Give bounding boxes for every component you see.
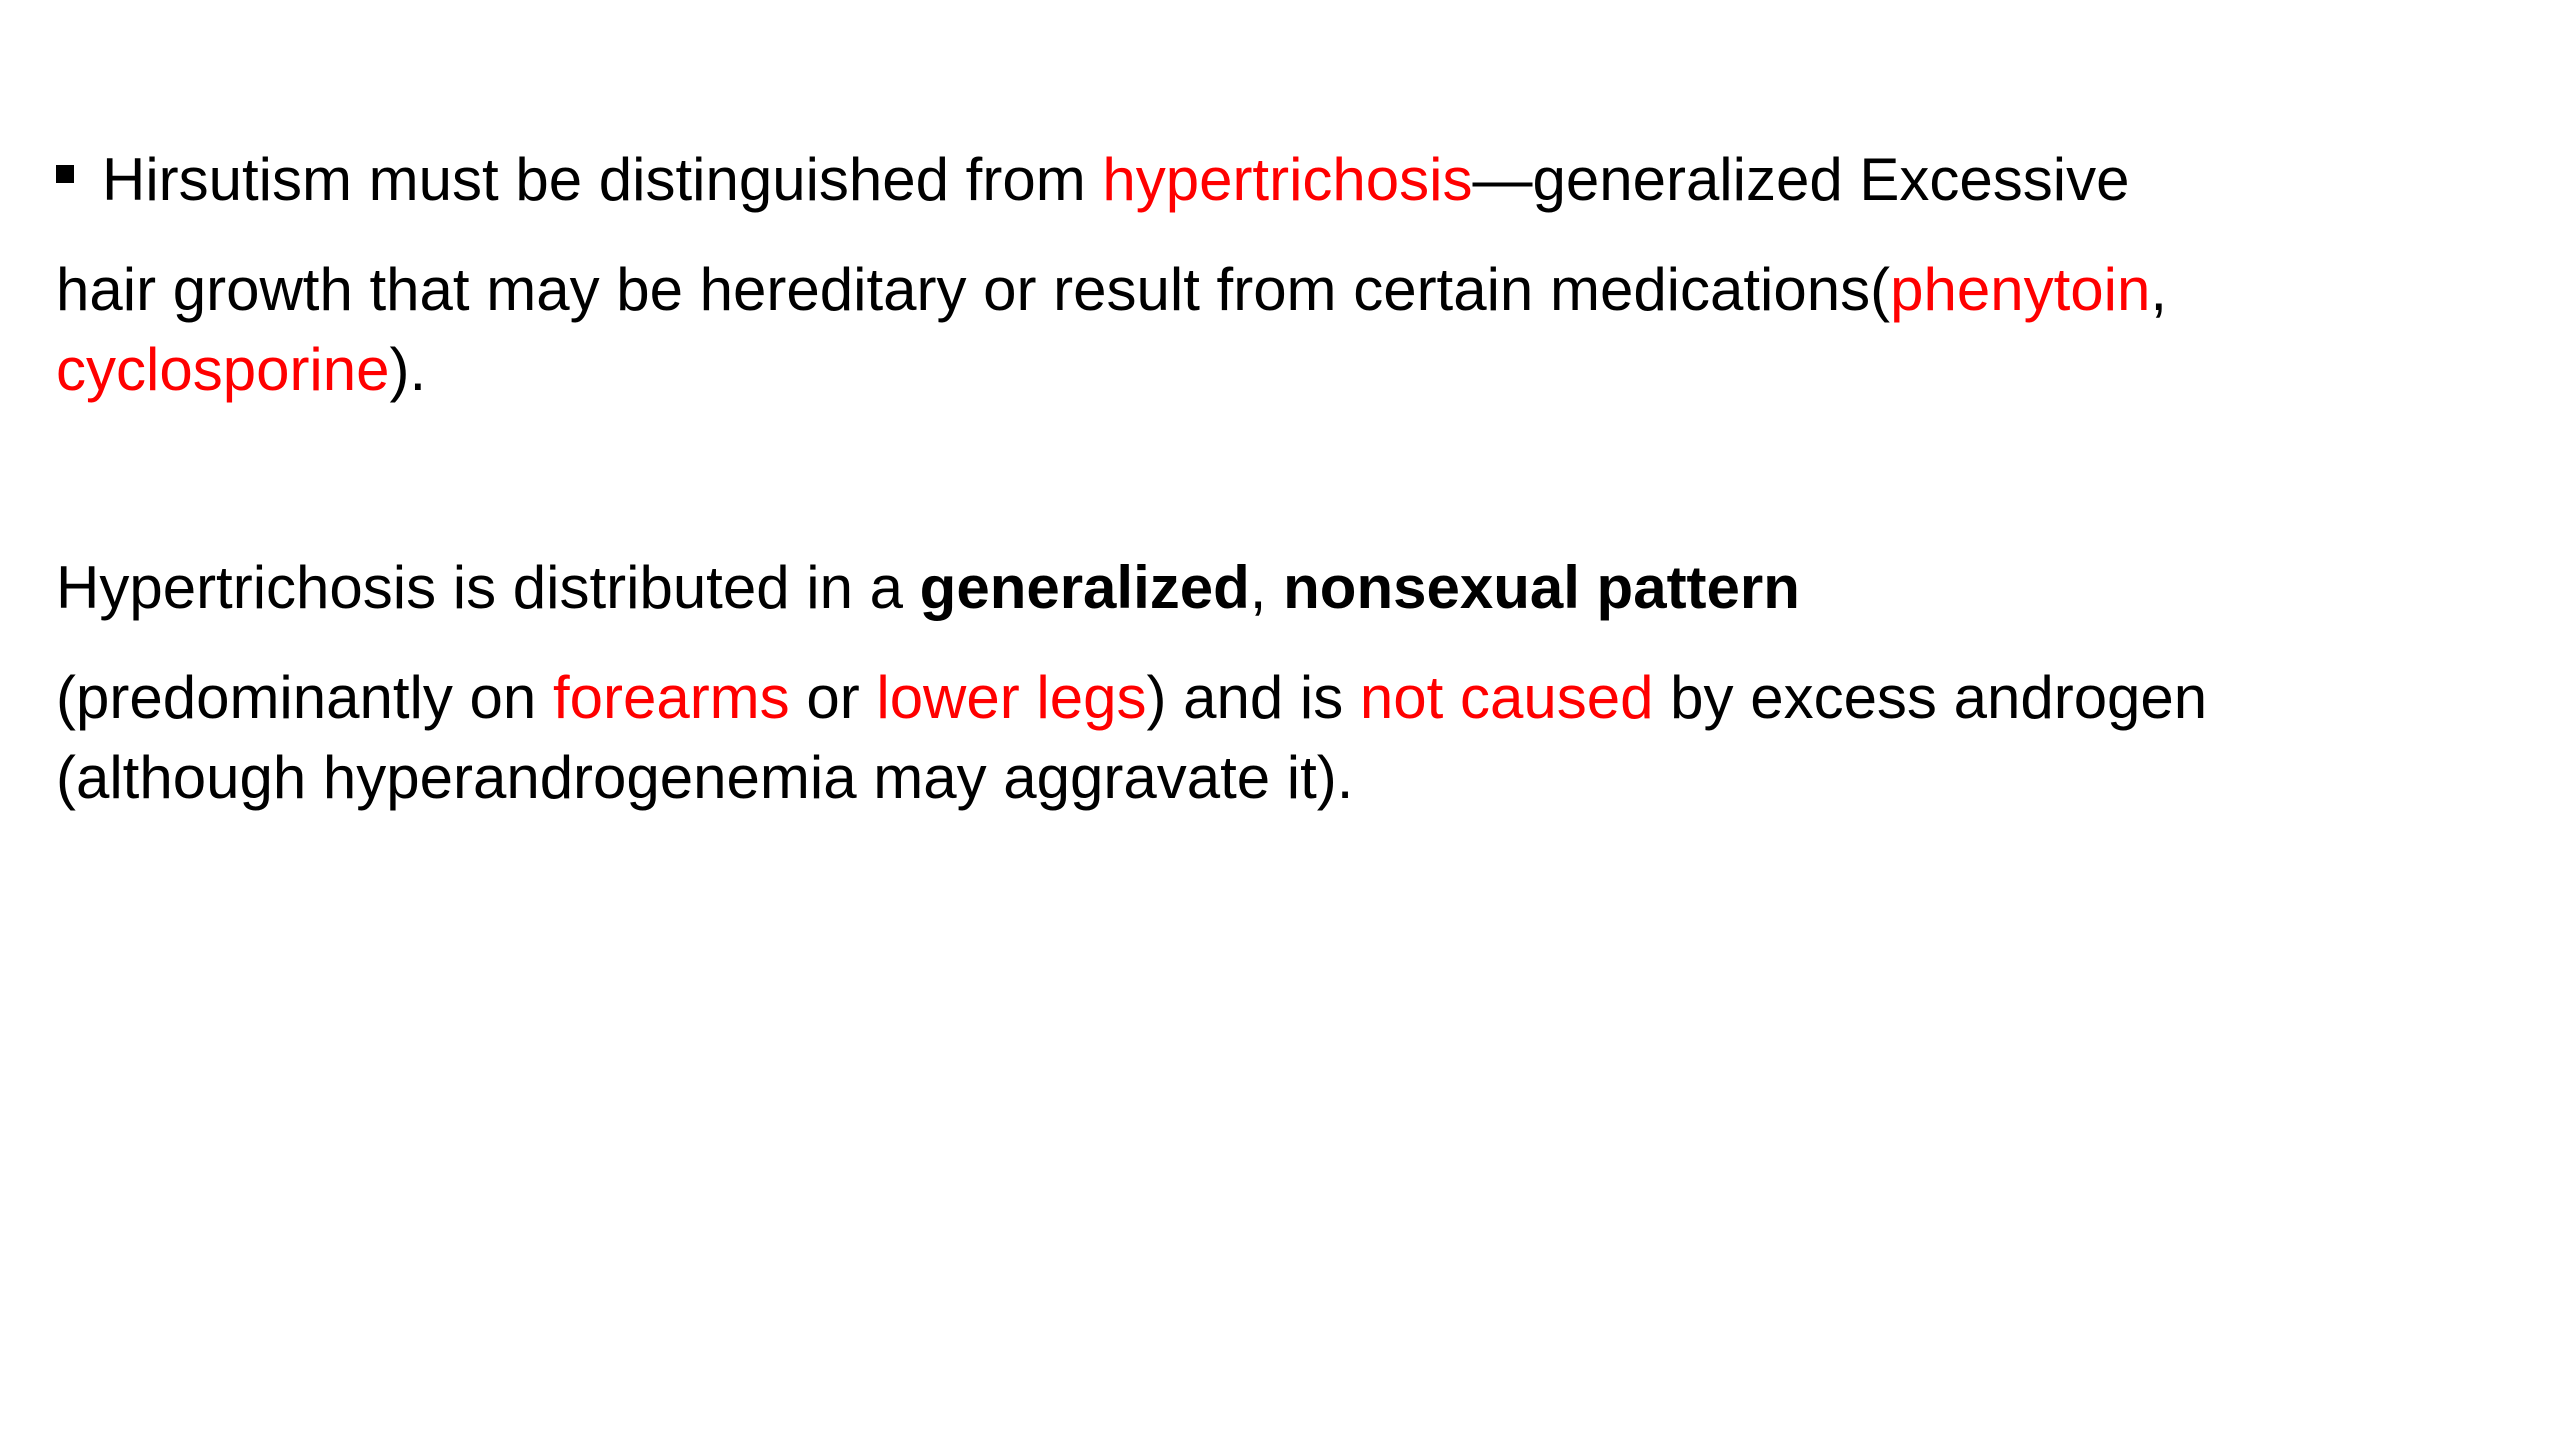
square-bullet-icon xyxy=(56,165,74,183)
term-cyclosporine: cyclosporine xyxy=(56,336,390,403)
text-segment: ). xyxy=(389,336,427,403)
text-segment: Hypertrichosis is distributed in a xyxy=(56,554,920,621)
text-segment: hair growth that may be hereditary or result from certain medications( xyxy=(56,256,1891,323)
paragraph2-line3 xyxy=(56,738,1353,818)
term-generalized: generalized xyxy=(919,554,1250,621)
text-segment: by excess androgen xyxy=(1653,664,2208,731)
paragraph2-line2 xyxy=(56,658,2207,738)
paragraph1-line2 xyxy=(56,250,2167,330)
term-forearms: forearms xyxy=(552,664,790,731)
paragraph2-line1 xyxy=(56,548,1800,628)
paragraph1-line3 xyxy=(56,330,426,410)
text-segment: (although hyperandrogenemia may aggravate it). xyxy=(56,744,1354,811)
text-segment: , xyxy=(2150,256,2167,323)
paragraph1-line1 xyxy=(56,140,2129,220)
term-phenytoin: phenytoin xyxy=(1890,256,2151,323)
text-segment: —generalized Excessive xyxy=(1472,146,2130,213)
term-hypertrichosis: hypertrichosis xyxy=(1102,146,1473,213)
text-segment: , xyxy=(1249,554,1284,621)
text-segment: or xyxy=(789,664,877,731)
term-not-caused: not caused xyxy=(1359,664,1654,731)
term-nonsexual-pattern: nonsexual pattern xyxy=(1283,554,1800,621)
text-segment: (predominantly on xyxy=(56,664,553,731)
text-segment: ) and is xyxy=(1146,664,1360,731)
text-segment: Hirsutism must be distinguished from xyxy=(102,146,1103,213)
term-lower-legs: lower legs xyxy=(876,664,1147,731)
